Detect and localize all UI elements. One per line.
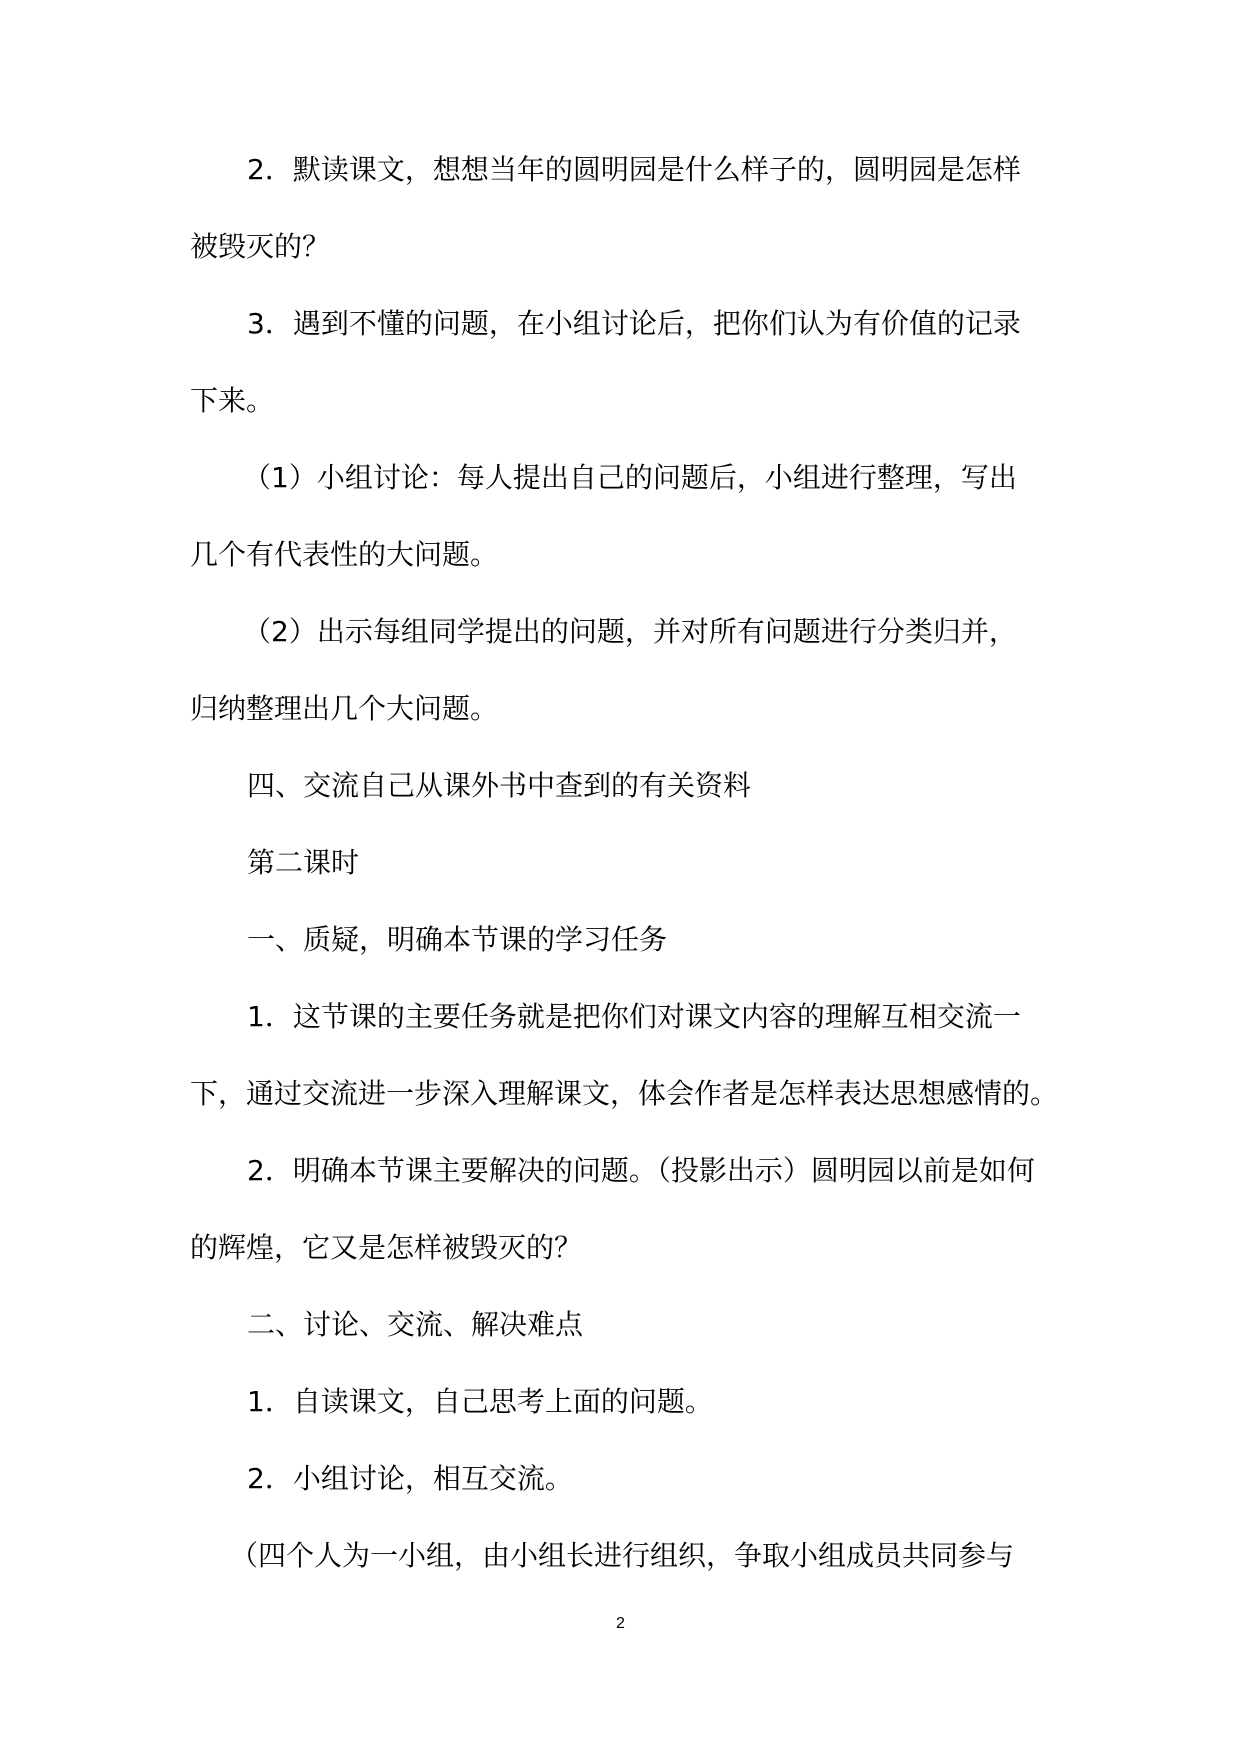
paragraph-line: （1）小组讨论：每人提出自己的问题后，小组进行整理，写出	[243, 461, 1017, 494]
body-text	[190, 142, 1060, 1605]
page-number: 2	[616, 1615, 625, 1632]
paragraph-line: 2．默读课文，想想当年的圆明园是什么样子的，圆明园是怎样	[247, 153, 1021, 186]
paragraph-line: （四个人为一小组，由小组长进行组织，争取小组成员共同参与	[230, 1539, 1015, 1572]
paragraph-line: 2．小组讨论，相互交流。	[247, 1462, 573, 1495]
paragraph-line: （2）出示每组同学提出的问题，并对所有问题进行分类归并，	[243, 615, 1017, 648]
paragraph-line: 1．这节课的主要任务就是把你们对课文内容的理解互相交流一	[247, 1000, 1021, 1033]
paragraph-line: 被毁灭的？	[190, 230, 331, 263]
paragraph-line: 的辉煌，它又是怎样被毁灭的？	[190, 1231, 583, 1264]
section-heading: 四、交流自己从课外书中查到的有关资料	[247, 769, 752, 802]
section-heading: 二、讨论、交流、解决难点	[247, 1308, 584, 1341]
paragraph-line: 几个有代表性的大问题。	[190, 538, 499, 571]
paragraph-line: 3．遇到不懂的问题，在小组讨论后，把你们认为有价值的记录	[247, 307, 1021, 340]
paragraph-line: 1．自读课文，自己思考上面的问题。	[247, 1385, 713, 1418]
paragraph-line: 下来。	[190, 384, 275, 417]
section-heading: 一、质疑，明确本节课的学习任务	[247, 923, 668, 956]
paragraph-line: 2．明确本节课主要解决的问题。（投影出示）圆明园以前是如何	[247, 1154, 1035, 1187]
lesson-heading: 第二课时	[247, 846, 360, 879]
paragraph-line: 归纳整理出几个大问题。	[190, 692, 499, 725]
paragraph-line: 下，通过交流进一步深入理解课文，体会作者是怎样表达思想感情的。	[190, 1077, 1059, 1110]
